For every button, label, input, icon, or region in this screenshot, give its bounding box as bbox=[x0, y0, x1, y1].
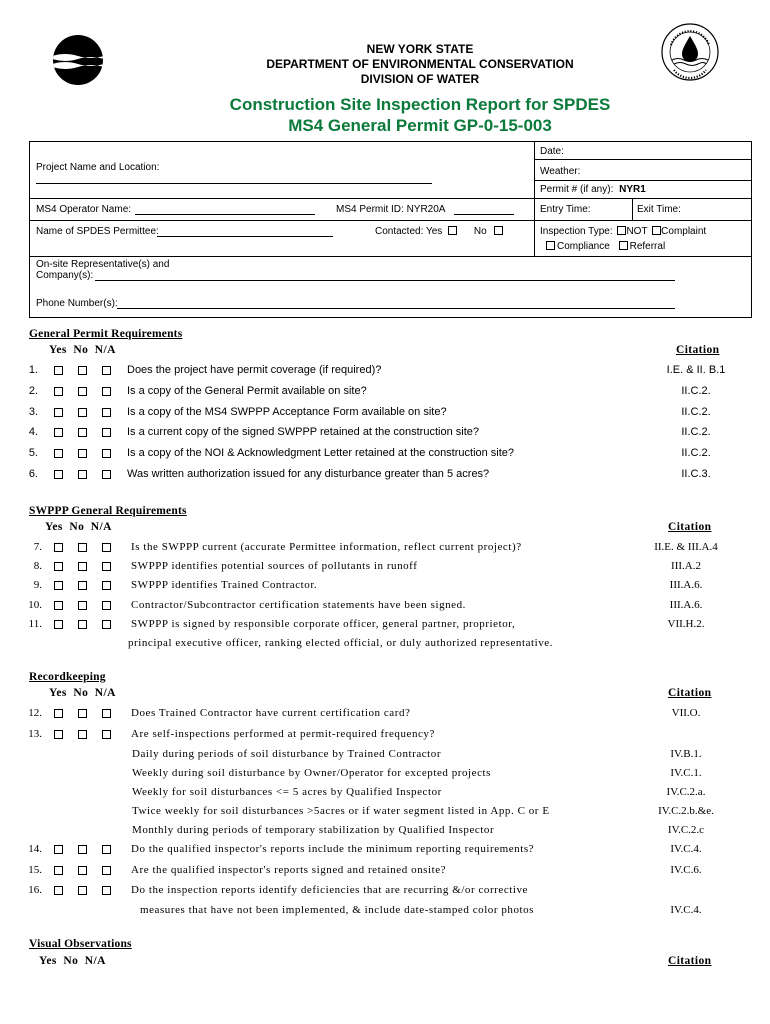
general-item-5-citation: II.C.2. bbox=[681, 447, 711, 459]
swppp-item-7-number: 7. bbox=[33, 541, 42, 553]
general-item-2-citation: II.C.2. bbox=[681, 385, 711, 397]
records-column-header: Yes No N/A bbox=[49, 687, 116, 699]
records-item-12-question: Does Trained Contractor have current certification card? bbox=[131, 707, 411, 719]
general-item-5-no-checkbox[interactable] bbox=[78, 449, 87, 458]
swppp-item-8-yes-checkbox[interactable] bbox=[54, 562, 63, 571]
swppp-item-10-checkboxes bbox=[54, 601, 126, 610]
swppp-item-9-yes-checkbox[interactable] bbox=[54, 581, 63, 590]
general-item-1-checkboxes bbox=[54, 366, 126, 375]
swppp-item-7-checkboxes bbox=[54, 543, 126, 552]
project-label: Project Name and Location: bbox=[36, 162, 160, 173]
general-item-5-yes-checkbox[interactable] bbox=[54, 449, 63, 458]
records-item-16-continuation: measures that have not been implemented, & include date-stamped color photos bbox=[140, 904, 534, 916]
general-item-5-question: Is a copy of the NOI & Acknowledgment Letter retained at the construction site? bbox=[127, 447, 515, 459]
weather-label: Weather: bbox=[540, 166, 581, 177]
date-label: Date: bbox=[540, 146, 564, 157]
swppp-item-10-no-checkbox[interactable] bbox=[78, 601, 87, 610]
records-frequency-1-question: Daily during periods of soil disturbance by Trained Contractor bbox=[132, 748, 442, 760]
contacted-label bbox=[375, 226, 503, 238]
nys-logo-icon bbox=[52, 34, 104, 86]
swppp-citation-header: Citation bbox=[668, 521, 712, 533]
general-item-2-na-checkbox[interactable] bbox=[102, 387, 111, 396]
swppp-item-7-citation: II.E. & III.A.4 bbox=[654, 541, 718, 553]
permit-value: NYR1 bbox=[619, 184, 646, 195]
general-item-1-na-checkbox[interactable] bbox=[102, 366, 111, 375]
general-item-6-na-checkbox[interactable] bbox=[102, 470, 111, 479]
visual-section-title: Visual Observations bbox=[29, 938, 132, 950]
general-item-4-number: 4. bbox=[28, 426, 38, 438]
swppp-item-8-na-checkbox[interactable] bbox=[102, 562, 111, 571]
swppp-item-7-na-checkbox[interactable] bbox=[102, 543, 111, 552]
swppp-item-11-citation: VII.H.2. bbox=[667, 618, 705, 630]
general-item-3-na-checkbox[interactable] bbox=[102, 408, 111, 417]
general-item-6-yes-checkbox[interactable] bbox=[54, 470, 63, 479]
swppp-item-9-checkboxes bbox=[54, 581, 126, 590]
general-item-6-checkboxes bbox=[54, 470, 126, 479]
referral-checkbox[interactable] bbox=[619, 241, 628, 250]
general-item-5-number: 5. bbox=[28, 447, 38, 459]
records-item-12-citation: VII.O. bbox=[671, 707, 701, 719]
general-item-4-yes-checkbox[interactable] bbox=[54, 428, 63, 437]
general-item-4-citation: II.C.2. bbox=[681, 426, 711, 438]
records-item-15-question: Are the qualified inspector's reports signed and retained onsite? bbox=[131, 864, 447, 876]
phone-label: Phone Number(s): bbox=[36, 298, 118, 309]
swppp-item-9-no-checkbox[interactable] bbox=[78, 581, 87, 590]
operator-label: MS4 Operator Name: bbox=[36, 204, 132, 215]
general-item-4-no-checkbox[interactable] bbox=[78, 428, 87, 437]
general-item-6-number: 6. bbox=[28, 468, 38, 480]
records-item-15-yes-checkbox[interactable] bbox=[54, 866, 63, 875]
swppp-item-11-number: 11. bbox=[28, 618, 42, 630]
records-frequency-4-question: Twice weekly for soil disturbances >5acres or if water segment listed in App. C or E bbox=[132, 805, 550, 817]
swppp-item-9-question: SWPPP identifies Trained Contractor. bbox=[131, 579, 318, 591]
records-item-13-number: 13. bbox=[28, 728, 42, 740]
swppp-item-11-na-checkbox[interactable] bbox=[102, 620, 111, 629]
records-item-15-na-checkbox[interactable] bbox=[102, 866, 111, 875]
project-field[interactable] bbox=[36, 183, 432, 184]
general-item-6-question: Was written authorization issued for any disturbance greater than 5 acres? bbox=[127, 468, 490, 480]
swppp-item-10-yes-checkbox[interactable] bbox=[54, 601, 63, 610]
general-item-2-question: Is a copy of the General Permit available on site? bbox=[127, 385, 367, 397]
records-item-14-no-checkbox[interactable] bbox=[78, 845, 87, 854]
swppp-column-header: Yes No N/A bbox=[45, 521, 112, 533]
general-item-3-question: Is a copy of the MS4 SWPPP Acceptance Form available on site? bbox=[127, 406, 447, 418]
general-item-1-question: Does the project have permit coverage (if required)? bbox=[127, 364, 382, 376]
entry-time-label: Entry Time: bbox=[540, 204, 591, 215]
header-state: NEW YORK STATE bbox=[366, 42, 474, 56]
operator-field[interactable] bbox=[135, 214, 315, 215]
records-item-13-checkboxes bbox=[54, 730, 126, 739]
general-item-3-citation: II.C.2. bbox=[681, 406, 711, 418]
company-field[interactable] bbox=[95, 280, 675, 281]
swppp-item-9-number: 9. bbox=[33, 579, 42, 591]
records-frequency-5-question: Monthly during periods of temporary stabilization by Qualified Inspector bbox=[132, 824, 495, 836]
records-frequency-4-citation: IV.C.2.b.&e. bbox=[658, 805, 714, 817]
report-title: Construction Site Inspection Report for SPDES bbox=[229, 95, 611, 114]
general-item-5-na-checkbox[interactable] bbox=[102, 449, 111, 458]
records-item-12-checkboxes bbox=[54, 709, 126, 718]
general-item-2-checkboxes bbox=[54, 387, 126, 396]
permittee-label: Name of SPDES Permittee: bbox=[36, 226, 159, 237]
contacted-yes-checkbox[interactable] bbox=[448, 226, 457, 235]
complaint-checkbox[interactable] bbox=[652, 226, 661, 235]
general-item-6-citation: II.C.3. bbox=[681, 468, 711, 480]
swppp-item-8-number: 8. bbox=[33, 560, 42, 572]
records-item-13-question: Are self-inspections performed at permit-required frequency? bbox=[131, 728, 435, 740]
records-item-16-citation: IV.C.4. bbox=[670, 904, 702, 916]
swppp-item-8-citation: III.A.2 bbox=[671, 560, 701, 572]
contacted-no-checkbox[interactable] bbox=[494, 226, 503, 235]
swppp-item-10-question: Contractor/Subcontractor certification statements have been signed. bbox=[131, 599, 466, 611]
records-item-14-na-checkbox[interactable] bbox=[102, 845, 111, 854]
report-subtitle: MS4 General Permit GP-0-15-003 bbox=[288, 116, 552, 135]
swppp-item-10-na-checkbox[interactable] bbox=[102, 601, 111, 610]
general-item-5-checkboxes bbox=[54, 449, 126, 458]
compliance-label: Compliance bbox=[557, 241, 610, 252]
general-item-1-yes-checkbox[interactable] bbox=[54, 366, 63, 375]
general-item-3-yes-checkbox[interactable] bbox=[54, 408, 63, 417]
dec-seal-icon bbox=[660, 22, 720, 82]
general-item-1-no-checkbox[interactable] bbox=[78, 366, 87, 375]
general-item-3-checkboxes bbox=[54, 408, 126, 417]
not-label: NOT bbox=[626, 226, 648, 237]
general-item-4-checkboxes bbox=[54, 428, 126, 437]
compliance-checkbox[interactable] bbox=[546, 241, 555, 250]
records-item-12-yes-checkbox[interactable] bbox=[54, 709, 63, 718]
onsite-label: On-site Representative(s) and bbox=[36, 259, 170, 270]
complaint-label: Complaint bbox=[661, 226, 707, 237]
swppp-section-title: SWPPP General Requirements bbox=[29, 505, 187, 517]
ms4-permit-field[interactable] bbox=[454, 214, 514, 215]
swppp-item-9-citation: III.A.6. bbox=[669, 579, 703, 591]
general-item-1-citation: I.E. & II. B.1 bbox=[666, 364, 726, 376]
swppp-item-11-question: SWPPP is signed by responsible corporate officer, general partner, proprietor, bbox=[131, 618, 516, 630]
general-item-4-question: Is a current copy of the signed SWPPP retained at the construction site? bbox=[127, 426, 479, 438]
swppp-item-11-no-checkbox[interactable] bbox=[78, 620, 87, 629]
swppp-item-10-number: 10. bbox=[28, 599, 42, 611]
records-frequency-3-question: Weekly for soil disturbances <= 5 acres by Qualified Inspector bbox=[132, 786, 442, 798]
records-item-14-number: 14. bbox=[28, 843, 42, 855]
contacted-yes-label: Contacted: Yes bbox=[375, 226, 443, 237]
swppp-item-9-na-checkbox[interactable] bbox=[102, 581, 111, 590]
records-frequency-2-citation: IV.C.1. bbox=[670, 767, 702, 779]
swppp-item-7-question: Is the SWPPP current (accurate Permittee information, reflect current project)? bbox=[131, 541, 522, 553]
permit-label-text: Permit # (if any): bbox=[540, 184, 614, 195]
swppp-item-11-checkboxes bbox=[54, 620, 126, 629]
general-item-6-no-checkbox[interactable] bbox=[78, 470, 87, 479]
records-item-15-citation: IV.C.6. bbox=[670, 864, 702, 876]
general-item-3-no-checkbox[interactable] bbox=[78, 408, 87, 417]
permittee-field[interactable] bbox=[157, 236, 333, 237]
records-frequency-5-citation: IV.C.2.c bbox=[667, 824, 705, 836]
item11-continuation: principal executive officer, ranking elected official, or duly authorized representative. bbox=[128, 637, 553, 649]
records-item-14-question: Do the qualified inspector's reports include the minimum reporting requirements? bbox=[131, 843, 535, 855]
general-item-2-number: 2. bbox=[28, 385, 38, 397]
records-item-12-number: 12. bbox=[28, 707, 42, 719]
swppp-item-10-citation: III.A.6. bbox=[669, 599, 703, 611]
company-label: Company(s): bbox=[36, 270, 94, 281]
inspection-type bbox=[540, 226, 706, 238]
general-item-3-number: 3. bbox=[28, 406, 38, 418]
records-item-16-question: Do the inspection reports identify deficiencies that are recurring &/or corrective bbox=[131, 884, 528, 896]
contacted-no-label: No bbox=[473, 226, 487, 237]
visual-citation-header: Citation bbox=[668, 955, 712, 967]
records-item-16-no-checkbox[interactable] bbox=[78, 886, 87, 895]
records-item-12-no-checkbox[interactable] bbox=[78, 709, 87, 718]
permit-label bbox=[540, 184, 646, 196]
general-citation-header: Citation bbox=[676, 344, 720, 356]
phone-field[interactable] bbox=[117, 308, 675, 309]
general-item-4-na-checkbox[interactable] bbox=[102, 428, 111, 437]
records-item-12-na-checkbox[interactable] bbox=[102, 709, 111, 718]
records-item-15-number: 15. bbox=[28, 864, 42, 876]
general-item-2-yes-checkbox[interactable] bbox=[54, 387, 63, 396]
records-item-14-yes-checkbox[interactable] bbox=[54, 845, 63, 854]
general-item-1-number: 1. bbox=[28, 364, 38, 376]
records-item-16-checkboxes bbox=[54, 886, 126, 895]
inspection-type-row2 bbox=[546, 241, 665, 253]
ms4-permit-label: MS4 Permit ID: NYR20A bbox=[336, 204, 446, 215]
referral-label: Referral bbox=[629, 241, 666, 252]
swppp-item-11-yes-checkbox[interactable] bbox=[54, 620, 63, 629]
records-item-16-yes-checkbox[interactable] bbox=[54, 886, 63, 895]
records-citation-header: Citation bbox=[668, 687, 712, 699]
records-item-13-na-checkbox[interactable] bbox=[102, 730, 111, 739]
records-section-title: Recordkeeping bbox=[29, 671, 106, 683]
swppp-item-7-no-checkbox[interactable] bbox=[78, 543, 87, 552]
records-frequency-2-question: Weekly during soil disturbance by Owner/Operator for excepted projects bbox=[132, 767, 491, 779]
swppp-item-8-no-checkbox[interactable] bbox=[78, 562, 87, 571]
records-item-15-checkboxes bbox=[54, 866, 126, 875]
records-frequency-1-citation: IV.B.1. bbox=[670, 748, 702, 760]
swppp-item-7-yes-checkbox[interactable] bbox=[54, 543, 63, 552]
exit-time-label: Exit Time: bbox=[637, 204, 681, 215]
records-item-16-na-checkbox[interactable] bbox=[102, 886, 111, 895]
records-item-13-no-checkbox[interactable] bbox=[78, 730, 87, 739]
records-item-13-yes-checkbox[interactable] bbox=[54, 730, 63, 739]
swppp-item-8-question: SWPPP identifies potential sources of pollutants in runoff bbox=[131, 560, 418, 572]
records-item-14-citation: IV.C.4. bbox=[670, 843, 702, 855]
records-item-15-no-checkbox[interactable] bbox=[78, 866, 87, 875]
general-item-2-no-checkbox[interactable] bbox=[78, 387, 87, 396]
records-item-16-number: 16. bbox=[28, 884, 42, 896]
visual-column-header: Yes No N/A bbox=[39, 955, 106, 967]
records-frequency-3-citation: IV.C.2.a. bbox=[666, 786, 706, 798]
records-item-14-checkboxes bbox=[54, 845, 126, 854]
general-column-header: Yes No N/A bbox=[49, 344, 116, 356]
general-section-title: General Permit Requirements bbox=[29, 328, 183, 340]
swppp-item-8-checkboxes bbox=[54, 562, 126, 571]
header-department: DEPARTMENT OF ENVIRONMENTAL CONSERVATION bbox=[266, 57, 574, 71]
header-division: DIVISION OF WATER bbox=[360, 72, 480, 86]
inspection-type-label: Inspection Type: bbox=[540, 226, 613, 237]
